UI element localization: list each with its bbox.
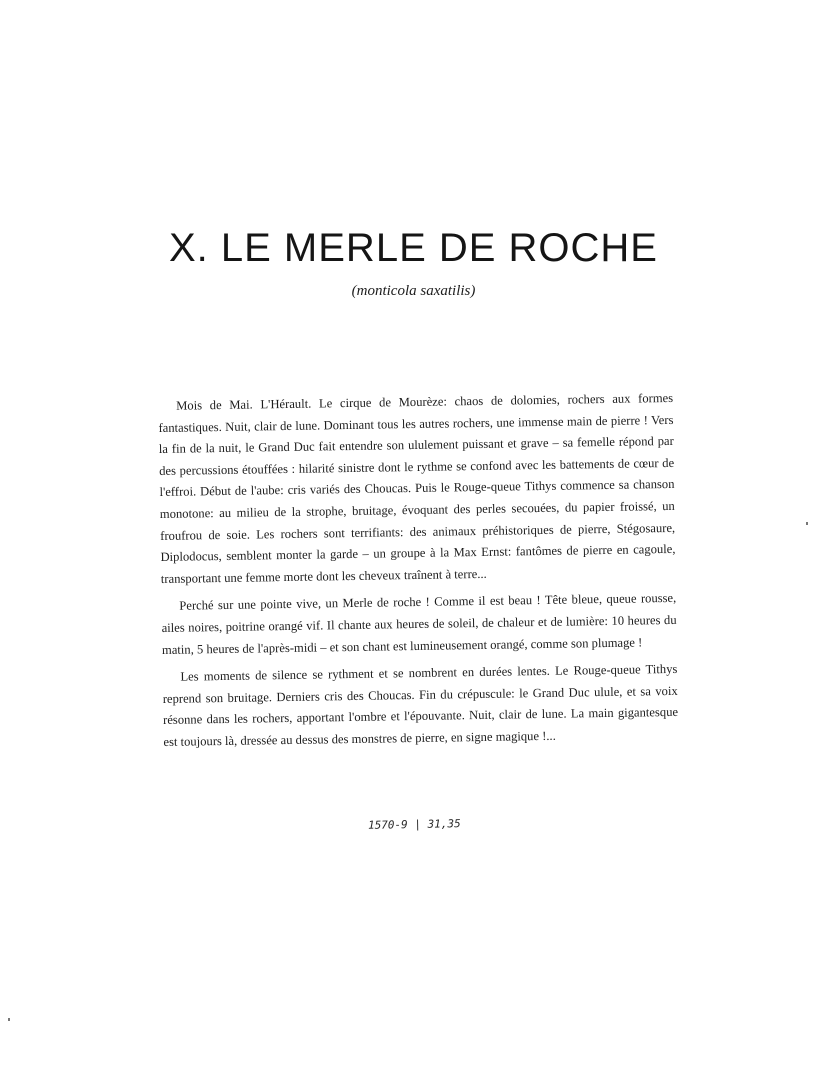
handwritten-reference-number: 1570-9 | 31,35 (367, 817, 461, 832)
paragraph-3: Les moments de silence se rythment et se nombrent en durées lentes. Le Rouge-queue Tithys reprend son bruitage. Derniers cris des Choucas. Fin du crépuscule: le Grand Duc ulule, et sa voix résonne dans les rochers, apportant l'ombre et l'épouvante. Nuit, clair de lune. La main gigantesque est toujours là, dressée au dessus des monstres de pierre, en signe magique !... (162, 662, 679, 749)
scan-speck (8, 1018, 10, 1021)
latin-name-subtitle: (monticola saxatilis) (351, 283, 476, 299)
chapter-title: X. LE MERLE DE ROCHE (168, 226, 658, 270)
scan-speck (806, 522, 808, 525)
paragraph-2: Perché sur une pointe vive, un Merle de roche ! Comme il est beau ! Tête bleue, queue rousse, ailes noires, poitrine orangé vif. Il chante aux heures de soleil, de chaleur et de lumière: 10 heures du matin, 5 heures de l'après-midi – et son chant est lumineusement orangé, comme son plumage ! (161, 591, 677, 657)
body-text (158, 388, 679, 760)
paragraph-1: Mois de Mai. L'Hérault. Le cirque de Mourèze: chaos de dolomies, rochers aux formes fantastiques. Nuit, clair de lune. Dominant tous les autres rochers, une immense main de pierre ! Vers la fin de la nuit, le Grand Duc fait entendre son ululement puissant et grave – sa femelle répond par des percussions étouffées : hilarité sinistre dont le rythme se confond avec les battements de cœur de l'effroi. Début de l'aube: cris variés des Choucas. Puis le Rouge-queue Tithys commence sa chanson monotone: au milieu de la strophe, bruitage, évoquant des perles secouées, du papier froissé, un froufrou de soie. Les rochers sont terrifiants: des animaux préhistoriques de pierre, Stégosaure, Diplodocus, semblent monter la garde – un groupe à la Max Ernst: fantômes de pierre en cagoule, transportant une femme morte dont les cheveux traînent à terre... (158, 390, 676, 586)
